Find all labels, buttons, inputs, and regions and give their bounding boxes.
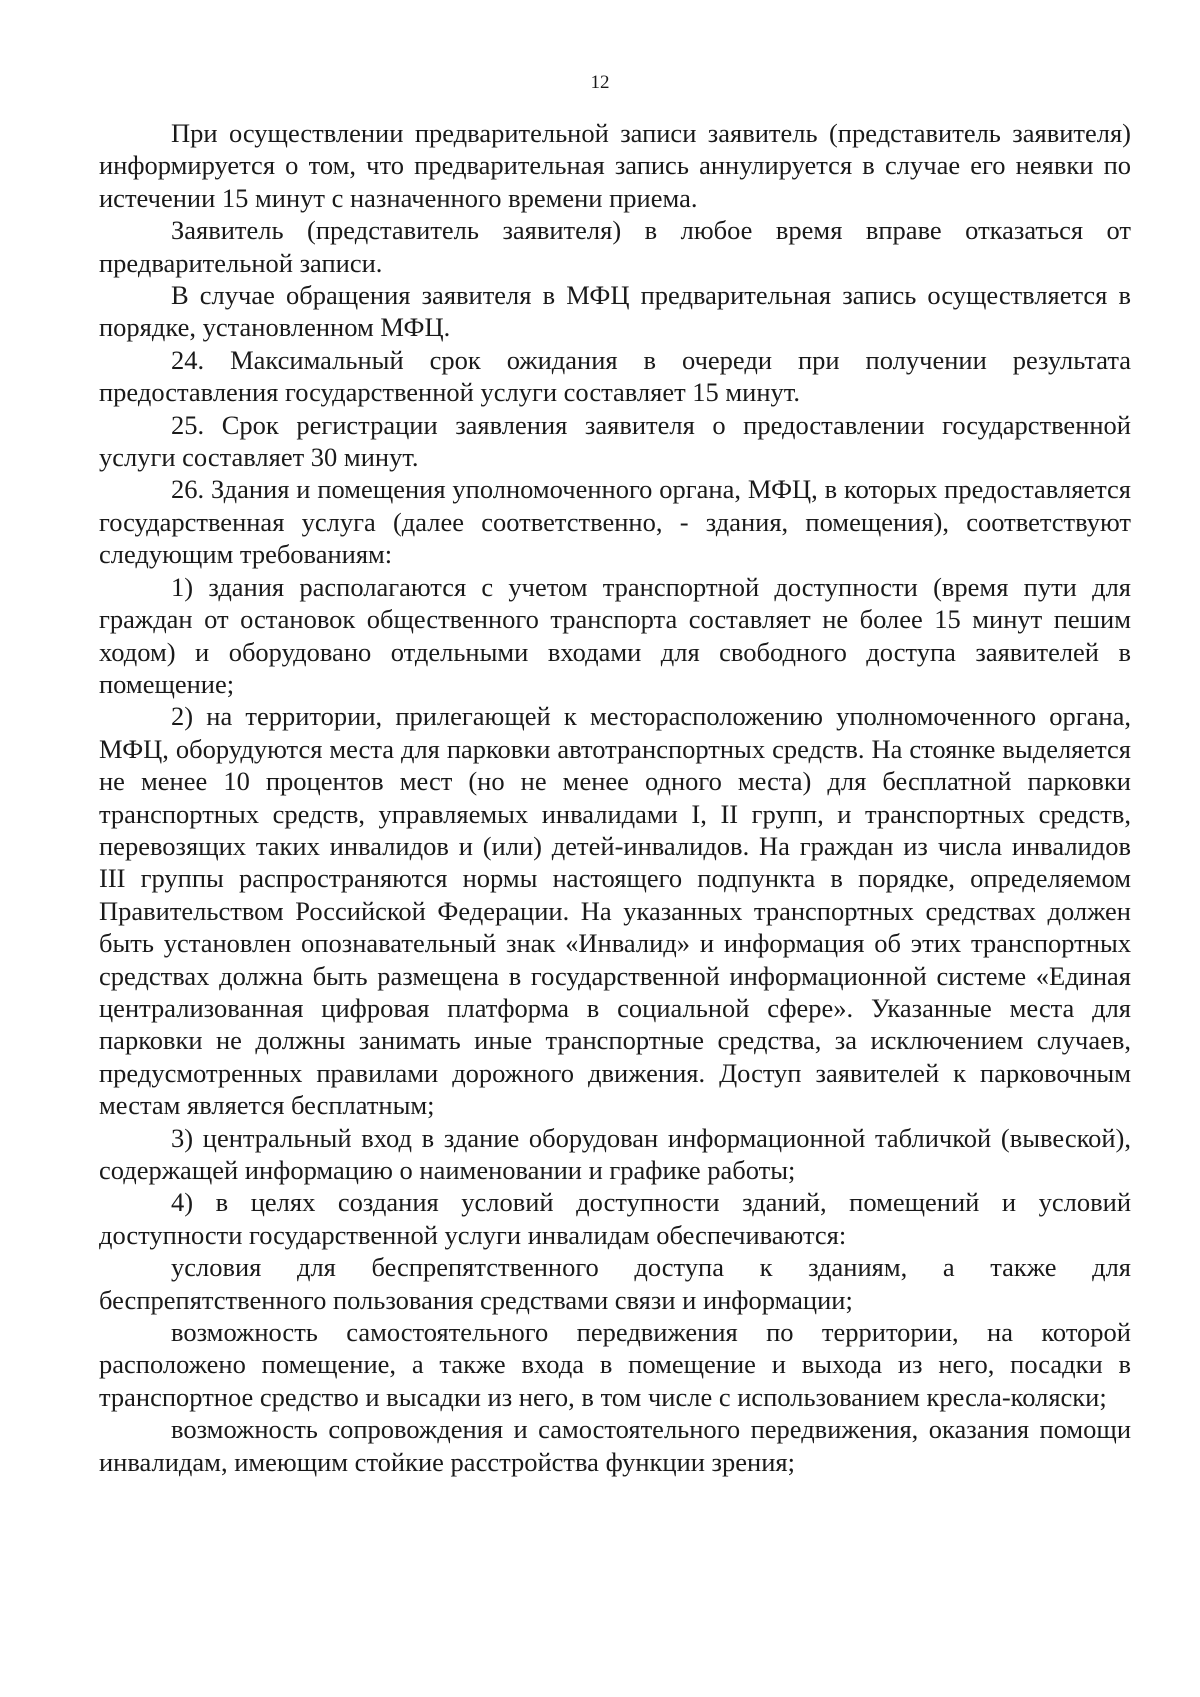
paragraph: 2) на территории, прилегающей к месторасположению уполномоченного органа, МФЦ, оборудуются места для парковки автотранспортных средств. На стоянке выделяется не менее 10 процентов мест (но не менее одного места) для бесплатной парковки транспортных средств, управляемых инвалидами I, II групп, и транспортных средств, перевозящих таких инвалидов и (или) детей-инвалидов. На граждан из числа инвалидов III группы распространяются нормы настоящего подпункта в порядке, определяемом Правительством Российской Федерации. На указанных транспортных средствах должен быть установлен опознавательный знак «Инвалид» и информация об этих транспортных средствах должна быть размещена в государственной информационной системе «Единая централизованная цифровая платформа в социальной сфере». Указанные места для парковки не должны занимать иные транспортные средства, за исключением случаев, предусмотренных правилами дорожного движения. Доступ заявителей к парковочным местам является бесплатным;: [99, 701, 1131, 1121]
paragraph: При осуществлении предварительной записи заявитель (представитель заявителя) информируется о том, что предварительная запись аннулируется в случае его неявки по истечении 15 минут с назначенного времени приема.: [99, 118, 1131, 213]
paragraph: 4) в целях создания условий доступности зданий, помещений и условий доступности государственной услуги инвалидам обеспечиваются:: [99, 1187, 1131, 1250]
page-number: 12: [590, 72, 610, 93]
document-body: [99, 117, 1131, 1478]
paragraph: возможность самостоятельного передвижения по территории, на которой расположено помещение, а также входа в помещение и выхода из него, посадки в транспортное средство и высадки из него, в том числе с использованием кресла-коляски;: [99, 1317, 1131, 1412]
paragraph: 25. Срок регистрации заявления заявителя о предоставлении государственной услуги составляет 30 минут.: [99, 409, 1131, 473]
paragraph: В случае обращения заявителя в МФЦ предварительная запись осуществляется в порядке, установленном МФЦ.: [99, 280, 1131, 343]
paragraph: Заявитель (представитель заявителя) в любое время вправе отказаться от предварительной записи.: [99, 215, 1131, 278]
paragraph: 26. Здания и помещения уполномоченного органа, МФЦ, в которых предоставляется государственная услуга (далее соответственно, - здания, помещения), соответствуют следующим требованиям:: [99, 474, 1131, 570]
paragraph: возможность сопровождения и самостоятельного передвижения, оказания помощи инвалидам, имеющим стойкие расстройства функции зрения;: [99, 1414, 1131, 1477]
paragraph: 1) здания располагаются с учетом транспортной доступности (время пути для граждан от остановок общественного транспорта составляет не более 15 минут пешим ходом) и оборудовано отдельными входами для свободного доступа заявителей в помещение;: [99, 571, 1131, 699]
paragraph: 24. Максимальный срок ожидания в очереди при получении результата предоставления государственной услуги составляет 15 минут.: [99, 344, 1131, 408]
paragraph: условия для беспрепятственного доступа к зданиям, а также для беспрепятственного пользования средствами связи и информации;: [99, 1252, 1131, 1315]
paragraph: 3) центральный вход в здание оборудован информационной табличкой (вывеской), содержащей информацию о наименовании и графике работы;: [99, 1122, 1131, 1185]
